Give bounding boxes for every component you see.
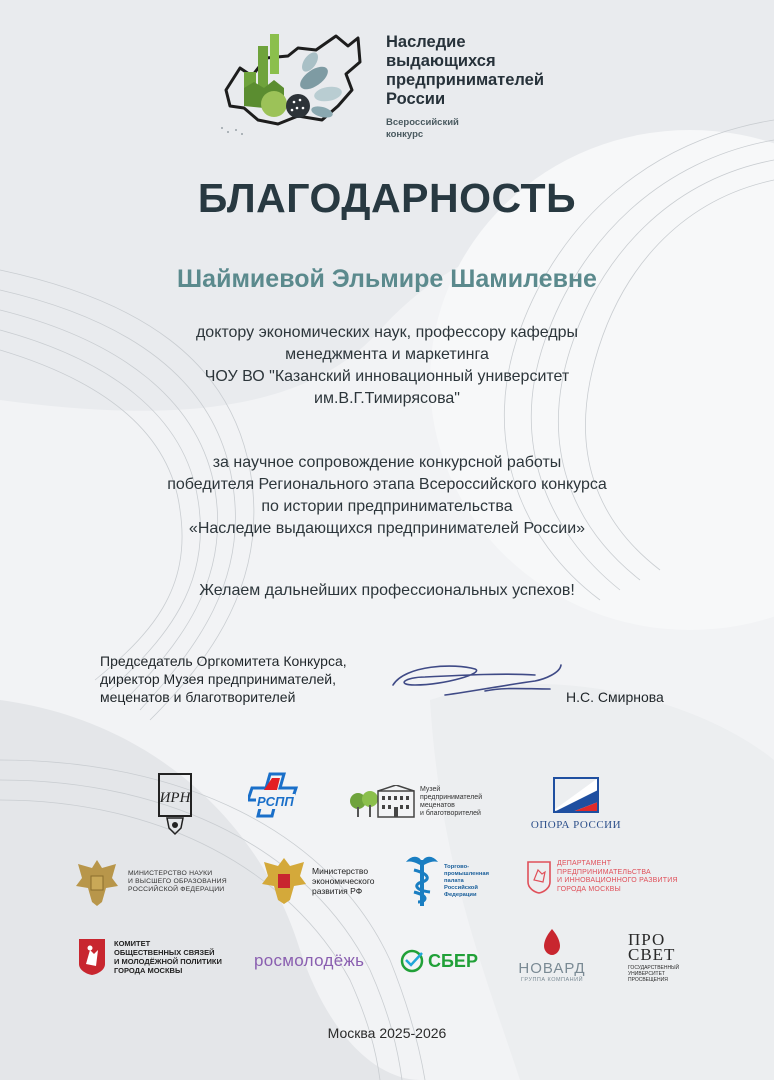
tpp-line: Торгово-: [444, 863, 470, 870]
position-line: доктору экономических наук, профессору кафедры: [195, 324, 579, 341]
opora-logo: [520, 776, 632, 831]
opora-text: ОПОРА РОССИИ: [530, 819, 622, 831]
tpp-line: палата: [444, 877, 464, 884]
logo-subtitle-line: конкурс: [386, 129, 424, 140]
museum-line: и благотворителей: [420, 810, 481, 817]
rosmolodezh-logo: росмолодёжь: [254, 951, 365, 970]
signer-title-line: Председатель Оргкомитета Конкурса,: [100, 653, 347, 669]
tpp-line: Российской: [444, 884, 478, 891]
document-heading: БЛАГОДАРНОСТЬ: [197, 175, 577, 221]
tpp-logo: [404, 852, 489, 910]
minobrnauki-line: И ВЫСШЕГО ОБРАЗОВАНИЯ: [128, 878, 227, 885]
svg-text:ИРН: ИРН: [159, 790, 191, 806]
minobrnauki-text: [128, 870, 227, 894]
position-line: ЧОУ ВО "Казанский инновационный университет: [204, 368, 570, 385]
logo-title-line: предпринимателей: [386, 71, 544, 89]
mineconomy-line: экономического: [312, 876, 375, 886]
museum-logo: [350, 785, 482, 819]
reason-line: победителя Регионального этапа Всероссийского конкурса: [167, 476, 607, 493]
prosvet-sub-line: ГОСУДАРСТВЕННЫЙ: [628, 965, 680, 971]
mineconomy-line: развития РФ: [312, 886, 363, 896]
minobrnauki-line: РОССИЙСКОЙ ФЕДЕРАЦИИ: [128, 886, 225, 893]
prosvet-subtext: [628, 965, 698, 983]
eagle-emblem-icon: [72, 856, 122, 908]
rspp-text: РСПП: [257, 794, 294, 809]
dept-line: И ИННОВАЦИОННОГО РАЗВИТИЯ: [557, 877, 678, 884]
reason-line: «Наследие выдающихся предпринимателей России»: [188, 520, 586, 537]
logo-title-line: Наследие: [386, 33, 466, 51]
signer-title-line: директор Музея предпринимателей,: [100, 671, 336, 687]
dept-entrepreneurship-logo: [526, 860, 678, 894]
youth-committee-logo: [78, 938, 222, 976]
rspp-logo: [248, 772, 308, 818]
museum-building-icon: [350, 785, 416, 819]
dept-line: ПРЕДПРИНИМАТЕЛЬСТВА: [557, 868, 651, 876]
reason-line: за научное сопровождение конкурсной работы: [212, 454, 562, 471]
museum-line: предпринимателей: [420, 794, 483, 801]
dept-line: ДЕПАРТАМЕНТ: [557, 860, 612, 867]
opora-flag-icon: [552, 776, 600, 814]
coat-of-arms-icon: [260, 856, 308, 906]
minobrnauki-logo: [72, 856, 227, 908]
mineconomy-text: [312, 866, 374, 896]
prosvet-line: СВЕТ: [628, 945, 676, 964]
mineconomy-logo: [260, 856, 374, 906]
committee-line: КОМИТЕТ: [114, 939, 151, 948]
novard-text: НОВАРД: [518, 960, 586, 977]
reason-line: по истории предпринимательства: [261, 498, 513, 515]
contest-logo-icon: [218, 28, 368, 138]
dept-entrepreneurship-text: [557, 860, 678, 894]
prosvet-logo: [628, 932, 698, 983]
contest-logo-subtitle: [386, 117, 506, 141]
irn-emblem-icon: [155, 770, 195, 836]
tpp-text: [444, 864, 489, 899]
sber-logo: [400, 949, 478, 973]
caduceus-icon: [404, 852, 440, 910]
contest-logo-title: [386, 33, 586, 109]
moscow-coat-of-arms-icon: [78, 938, 106, 976]
prosvet-wordmark: [628, 932, 698, 962]
sber-check-icon: [400, 949, 424, 973]
prosvet-line: ПРО: [628, 930, 666, 949]
museum-text: [420, 786, 482, 818]
prosvet-sub-line: УНИВЕРСИТЕТ: [628, 971, 665, 977]
position-line: менеджмента и маркетинга: [285, 346, 489, 363]
museum-line: Музей: [420, 786, 441, 793]
logo-title-line: России: [386, 90, 446, 108]
recipient-position: [0, 322, 774, 410]
signer-name: Н.С. Смирнова: [566, 689, 664, 705]
tpp-line: промышленная: [444, 870, 490, 877]
committee-line: ОБЩЕСТВЕННЫХ СВЯЗЕЙ: [114, 948, 215, 957]
signer-title: [100, 652, 400, 706]
committee-line: ГОРОДА МОСКВЫ: [114, 966, 183, 975]
committee-line: И МОЛОДЁЖНОЙ ПОЛИТИКИ: [114, 957, 222, 966]
logo-title-line: выдающихся: [386, 52, 496, 70]
youth-committee-text: [114, 939, 222, 975]
gratitude-reason: [0, 452, 774, 540]
signer-title-line: меценатов и благотворителей: [100, 689, 296, 705]
moscow-shield-outline-icon: [526, 860, 552, 894]
sber-text: СБЕР: [428, 950, 478, 971]
minobrnauki-line: МИНИСТЕРСТВО НАУКИ: [128, 870, 213, 877]
tpp-line: Федерации: [444, 891, 477, 898]
dept-line: ГОРОДА МОСКВЫ: [557, 885, 621, 893]
logo-subtitle-line: Всероссийский: [386, 117, 459, 128]
footer-place-date: Москва 2025-2026: [327, 1025, 447, 1041]
wish-text: Желаем дальнейших профессиональных успехов!: [199, 582, 575, 599]
recipient-name: Шаймиевой Эльмире Шамилевне: [177, 265, 597, 293]
novard-drop-icon: [542, 928, 562, 956]
mineconomy-line: Министерство: [312, 866, 369, 876]
handwritten-signature: [385, 655, 565, 705]
novard-logo: [516, 928, 588, 983]
museum-line: меценатов: [420, 802, 455, 809]
prosvet-sub-line: ПРОСВЕЩЕНИЯ: [628, 977, 668, 983]
novard-subtext: ГРУППА КОМПАНИЙ: [520, 977, 584, 983]
position-line: им.В.Г.Тимирясова": [314, 390, 460, 407]
